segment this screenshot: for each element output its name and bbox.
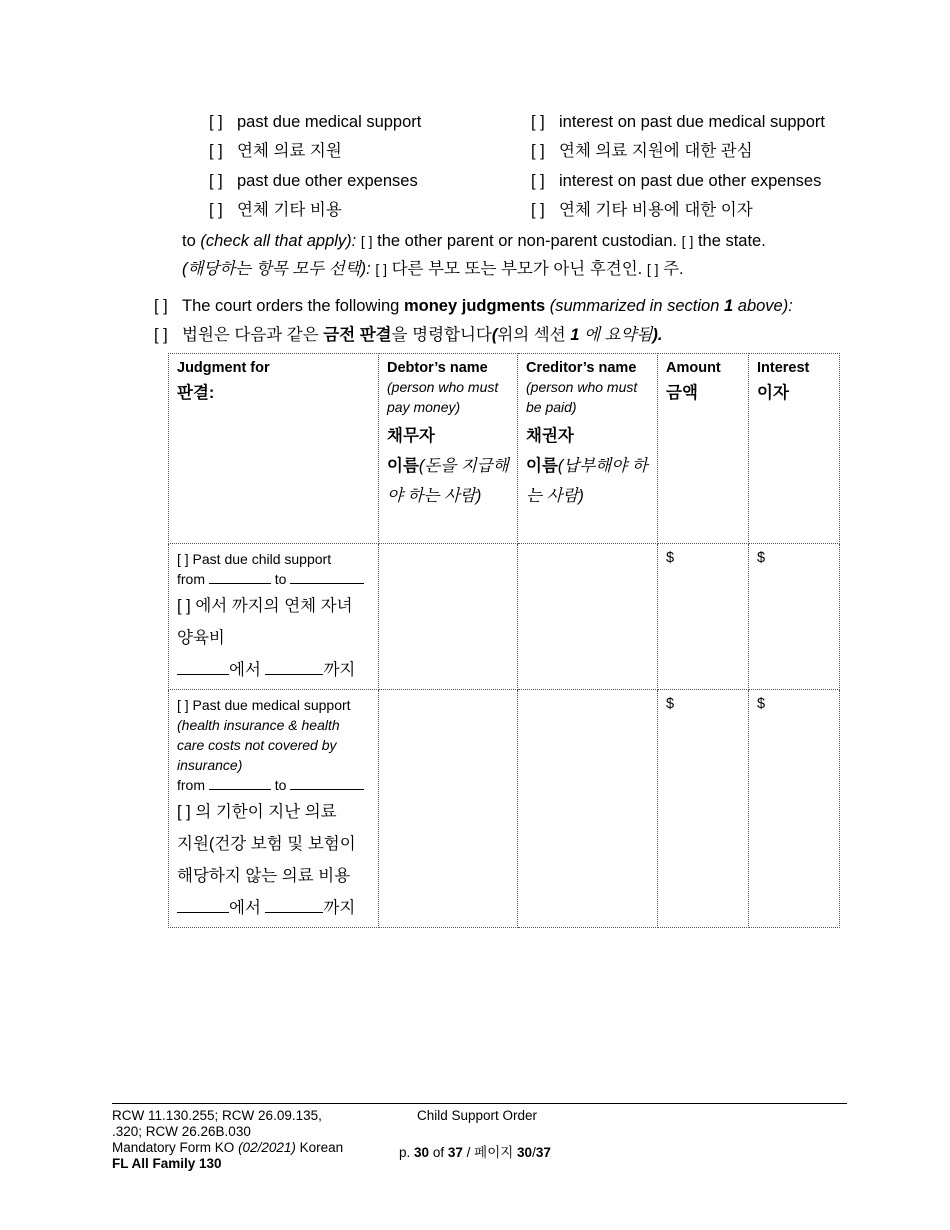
checkbox[interactable]: [ ] xyxy=(531,113,545,131)
header-debtor-ko-c: (돈을 지급해야 하는 사람) xyxy=(387,457,509,505)
to-date-field[interactable] xyxy=(290,569,364,584)
header-judgment-en: Judgment for xyxy=(177,360,270,376)
amount-currency: $ xyxy=(666,696,675,712)
payee-to: to xyxy=(182,232,196,250)
checkbox[interactable]: [ ] xyxy=(375,261,387,277)
payee-option-parent: the other parent or non-parent custodian. xyxy=(377,232,678,250)
to-label-ko: 까지 xyxy=(323,661,356,679)
court-order-tail-ko: 에 요약됨 xyxy=(584,326,653,344)
checkbox-item-interest-medical-ko[interactable] xyxy=(531,141,753,161)
checkbox[interactable]: [ ] xyxy=(209,113,223,131)
medical-support-dates xyxy=(177,775,370,795)
page-ko-total: 37 xyxy=(535,1145,551,1160)
header-judgment xyxy=(169,354,379,544)
checkbox[interactable]: [ ] xyxy=(154,297,168,315)
payee-option-state: the state. xyxy=(697,232,766,250)
child-support-ko-2: 양육비 xyxy=(177,629,225,647)
header-creditor-ko-c: (납부해야 하는 사람) xyxy=(526,457,648,505)
checkbox[interactable]: [ ] xyxy=(646,261,659,277)
footer-mandatory xyxy=(112,1140,343,1156)
page-ko: 30 xyxy=(517,1145,533,1160)
header-creditor-ko-a: 채권자 xyxy=(526,427,574,445)
court-order-close: ). xyxy=(652,326,663,344)
court-order-paren: ( xyxy=(491,326,498,344)
header-debtor-ko xyxy=(387,451,509,511)
table-row xyxy=(169,690,840,928)
header-creditor-ko-b: 이름 xyxy=(526,457,558,475)
to-date-field-ko[interactable] xyxy=(265,898,323,913)
page-p: p. xyxy=(399,1145,411,1160)
checkbox-label: past due other expenses xyxy=(237,172,418,190)
court-order-line-ko xyxy=(154,325,663,345)
court-order-pre: The court orders the following xyxy=(182,297,400,315)
checkbox-item-past-due-medical-ko[interactable] xyxy=(209,141,342,161)
header-amount-en: Amount xyxy=(666,360,721,376)
medical-support-ko-3: 해당하지 않는 의료 비용 xyxy=(177,867,351,885)
checkbox-label: 연체 기타 비용 xyxy=(237,201,342,219)
court-order-post-a: (summarized in section xyxy=(549,297,720,315)
from-date-field[interactable] xyxy=(209,569,271,584)
child-support-dates xyxy=(177,569,370,589)
creditor-name-cell[interactable] xyxy=(518,544,658,690)
page-num: 30 xyxy=(414,1145,430,1160)
court-order-bold: money judgments xyxy=(403,297,546,315)
medical-support-sub: (health insurance & health care costs not covered by insurance) xyxy=(177,717,340,773)
from-label-ko: 에서 xyxy=(229,661,261,679)
page-slash: / xyxy=(532,1145,536,1160)
child-support-title[interactable]: [ ] Past due child support xyxy=(177,551,332,567)
interest-currency: $ xyxy=(757,696,766,712)
interest-cell[interactable] xyxy=(749,544,840,690)
footer-rcw-1: RCW 11.130.255; RCW 26.09.135, xyxy=(112,1108,322,1123)
from-label: from xyxy=(177,571,205,587)
checkbox[interactable]: [ ] xyxy=(531,142,545,160)
checkbox-item-interest-other[interactable] xyxy=(531,171,821,191)
medical-support-ko-2: 지원(건강 보험 및 보험이 xyxy=(177,835,356,853)
creditor-name-cell[interactable] xyxy=(518,690,658,928)
checkbox-label: interest on past due medical support xyxy=(559,113,825,131)
payee-instruction-ko: (해당하는 항목 모두 선택): xyxy=(182,260,371,278)
page-of: of xyxy=(432,1145,445,1160)
checkbox-item-interest-other-ko[interactable] xyxy=(531,200,753,220)
to-label-ko: 까지 xyxy=(323,899,356,917)
checkbox[interactable]: [ ] xyxy=(209,142,223,160)
header-interest-en: Interest xyxy=(757,360,810,376)
to-label: to xyxy=(274,777,287,793)
checkbox-label: 연체 의료 지원에 대한 관심 xyxy=(559,142,753,160)
checkbox-label: 연체 의료 지원 xyxy=(237,142,342,160)
footer-rcw-2: .320; RCW 26.26B.030 xyxy=(112,1124,251,1139)
court-order-line-en xyxy=(154,296,793,316)
from-date-field-ko[interactable] xyxy=(177,660,229,675)
checkbox[interactable]: [ ] xyxy=(681,233,694,249)
header-debtor xyxy=(379,354,518,544)
checkbox-item-past-due-other[interactable] xyxy=(209,171,418,191)
header-interest xyxy=(749,354,840,544)
payee-line-en xyxy=(182,231,766,251)
interest-cell[interactable] xyxy=(749,690,840,928)
checkbox[interactable]: [ ] xyxy=(531,172,545,190)
page-total: 37 xyxy=(447,1145,463,1160)
debtor-name-cell[interactable] xyxy=(379,544,518,690)
court-order-bold-ko: 금전 판결 xyxy=(323,326,392,344)
to-date-field-ko[interactable] xyxy=(265,660,323,675)
payee-option-parent-ko: 다른 부모 또는 부모가 아닌 후견인. xyxy=(391,260,643,278)
checkbox[interactable]: [ ] xyxy=(531,201,545,219)
checkbox-label: past due medical support xyxy=(237,113,422,131)
amount-cell[interactable] xyxy=(658,544,749,690)
footer-mandatory-post: Korean xyxy=(299,1140,344,1155)
court-order-mid-ko: 을 명령합니다 xyxy=(391,326,492,344)
debtor-name-cell[interactable] xyxy=(379,690,518,928)
child-support-ko-1: [ ] 에서 까지의 연체 자녀 xyxy=(177,597,353,615)
footer-divider xyxy=(112,1103,847,1104)
checkbox-item-interest-medical[interactable] xyxy=(531,112,825,132)
to-date-field[interactable] xyxy=(290,775,364,790)
header-debtor-en: Debtor’s name xyxy=(387,360,488,376)
payee-instruction: (check all that apply): xyxy=(200,232,357,250)
child-support-ko-dates xyxy=(177,655,370,685)
payee-line-ko xyxy=(182,259,684,279)
header-judgment-ko: 판결: xyxy=(177,384,215,402)
table-row xyxy=(169,544,840,690)
header-debtor-ko-b: 이름 xyxy=(387,457,419,475)
page-sep: / 페이지 xyxy=(466,1145,514,1160)
header-debtor-ko-a: 채무자 xyxy=(387,427,435,445)
checkbox[interactable]: [ ] xyxy=(209,172,223,190)
medical-support-ko-dates xyxy=(177,893,370,923)
footer-doc-title: Child Support Order xyxy=(417,1108,538,1123)
header-amount xyxy=(658,354,749,544)
checkbox-label: interest on past due other expenses xyxy=(559,172,822,190)
checkbox[interactable]: [ ] xyxy=(360,233,373,249)
header-creditor-sub: (person who must be paid) xyxy=(526,379,638,415)
from-label: from xyxy=(177,777,205,793)
amount-currency: $ xyxy=(666,550,675,566)
table-header-row xyxy=(169,354,840,544)
payee-option-state-ko: 주. xyxy=(663,260,684,278)
footer-page-number xyxy=(399,1145,551,1161)
court-order-post-b: above): xyxy=(737,297,793,315)
checkbox-label: 연체 기타 비용에 대한 이자 xyxy=(559,201,753,219)
row-medical-support-label xyxy=(169,690,379,928)
from-date-field-ko[interactable] xyxy=(177,898,229,913)
checkbox-item-past-due-medical[interactable] xyxy=(209,112,421,132)
medical-support-ko-1: [ ] 의 기한이 지난 의료 xyxy=(177,803,337,821)
header-amount-ko: 금액 xyxy=(666,384,698,402)
header-interest-ko: 이자 xyxy=(757,384,789,402)
row-child-support-label xyxy=(169,544,379,690)
footer-mandatory-date: (02/2021) xyxy=(238,1140,296,1155)
header-creditor-en: Creditor’s name xyxy=(526,360,637,376)
court-order-section-num: 1 xyxy=(723,297,734,315)
from-label-ko: 에서 xyxy=(229,899,261,917)
court-order-section-num-ko: 1 xyxy=(570,326,580,344)
checkbox[interactable]: [ ] xyxy=(154,326,168,344)
header-debtor-sub: (person who must pay money) xyxy=(387,379,499,415)
interest-currency: $ xyxy=(757,550,766,566)
header-creditor xyxy=(518,354,658,544)
court-order-post-ko: 위의 섹션 xyxy=(497,326,566,344)
court-order-pre-ko: 법원은 다음과 같은 xyxy=(182,326,319,344)
to-label: to xyxy=(274,571,287,587)
judgments-table xyxy=(168,353,840,928)
checkbox[interactable]: [ ] xyxy=(209,201,223,219)
footer-form-id: FL All Family 130 xyxy=(112,1156,222,1171)
amount-cell[interactable] xyxy=(658,690,749,928)
footer-mandatory-pre: Mandatory Form KO xyxy=(112,1140,235,1155)
from-date-field[interactable] xyxy=(209,775,271,790)
header-creditor-ko xyxy=(526,451,649,511)
footer-citation xyxy=(112,1108,343,1172)
medical-support-title[interactable]: [ ] Past due medical support xyxy=(177,697,351,713)
checkbox-item-past-due-other-ko[interactable] xyxy=(209,200,342,220)
